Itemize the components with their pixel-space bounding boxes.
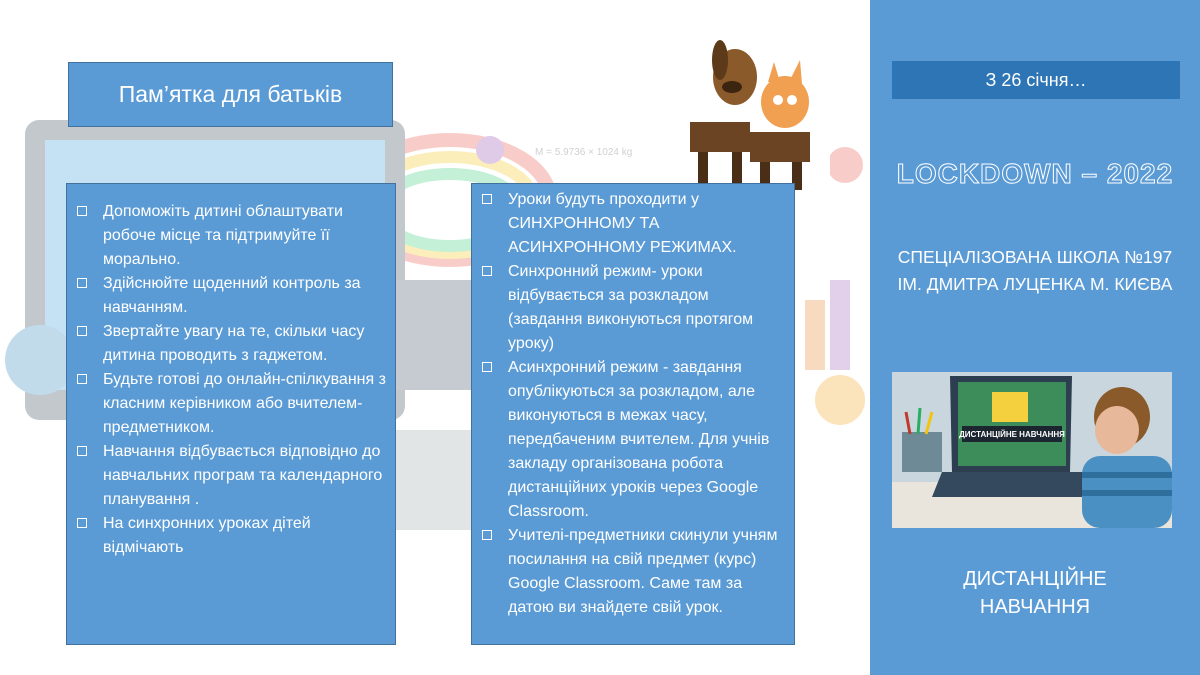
date-banner bbox=[892, 61, 1180, 99]
date-text: З 26 січня… bbox=[985, 69, 1087, 90]
lesson-modes-list bbox=[480, 188, 786, 620]
photo-caption: ДИСТАНЦІЙНЕ НАВЧАННЯ bbox=[959, 430, 1065, 439]
list-item: Синхронний режим- уроки відбувається за розкладом (завдання виконуються протягом уроку) bbox=[480, 260, 786, 356]
list-item: Здійснюйте щоденний контроль за навчанням. bbox=[75, 272, 387, 320]
school-name-line2: ІМ. ДМИТРА ЛУЦЕНКА М. КИЄВА bbox=[897, 274, 1173, 294]
list-item: Будьте готові до онлайн-спілкування з класним керівником або вчителем-предметником. bbox=[75, 368, 387, 440]
list-item: Звертайте увагу на те, скільки часу дитина проводить з гаджетом. bbox=[75, 320, 387, 368]
list-item: Учителі-предметники скинули учням посилання на свій предмет (курс) Google Classroom. Саме там за датою ви знайдете свій урок. bbox=[480, 524, 786, 620]
checkbox-bullet-icon bbox=[77, 518, 87, 528]
list-item: Асинхронний режим - завдання опублікуються за розкладом, але виконуються в межах часу, передбаченим вчителем. Для учнів закладу організована робота дистанційних уроків через Google Classroom. bbox=[480, 356, 786, 524]
checkbox-bullet-icon bbox=[77, 326, 87, 336]
checkbox-bullet-icon bbox=[77, 206, 87, 216]
list-item: На синхронних уроках дітей відмічають bbox=[75, 512, 387, 560]
background-formula: M = 5.9736 × 1024 kg bbox=[535, 147, 633, 158]
list-item: Допоможіть дитині облаштувати робоче місце та підтримуйте її морально. bbox=[75, 200, 387, 272]
school-name bbox=[870, 244, 1200, 298]
checkbox-bullet-icon bbox=[482, 194, 492, 204]
page-title bbox=[68, 62, 393, 127]
cartoon-image bbox=[680, 22, 830, 194]
page-title-text: Пам’ятка для батьків bbox=[118, 81, 343, 107]
checkbox-bullet-icon bbox=[77, 446, 87, 456]
distance-label-line2: НАВЧАННЯ bbox=[979, 596, 1091, 618]
list-item: Навчання відбувається відповідно до навчальних програм та календарного планування . bbox=[75, 440, 387, 512]
checkbox-bullet-icon bbox=[77, 374, 87, 384]
middle-text-panel bbox=[471, 183, 795, 645]
distance-label-line1: ДИСТАНЦІЙНЕ bbox=[963, 568, 1107, 590]
distance-learning-photo bbox=[892, 372, 1172, 528]
lockdown-heading: LOCKDOWN – 2022 bbox=[896, 158, 1174, 189]
checkbox-bullet-icon bbox=[77, 278, 87, 288]
parents-tips-list bbox=[75, 200, 387, 560]
school-name-line1: СПЕЦІАЛІЗОВАНА ШКОЛА №197 bbox=[897, 247, 1173, 267]
checkbox-bullet-icon bbox=[482, 266, 492, 276]
distance-learning-label bbox=[870, 565, 1200, 621]
checkbox-bullet-icon bbox=[482, 362, 492, 372]
left-text-panel bbox=[66, 183, 396, 645]
checkbox-bullet-icon bbox=[482, 530, 492, 540]
list-item: Уроки будуть проходити у СИНХРОННОМУ ТА АСИНХРОННОМУ РЕЖИМАХ. bbox=[480, 188, 786, 260]
